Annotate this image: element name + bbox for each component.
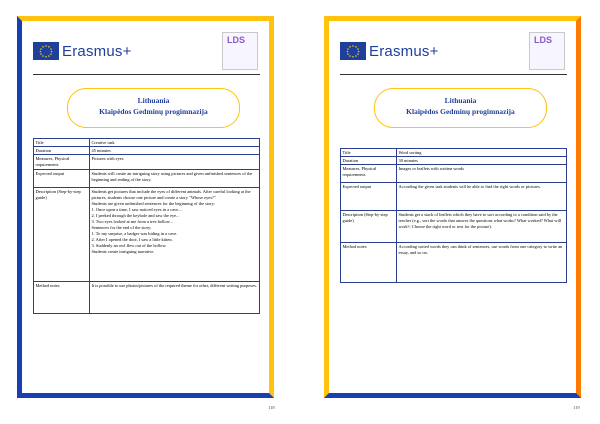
table-row [341, 165, 567, 183]
table-row [34, 170, 260, 188]
row-value: Students get a stack of leaflets which they have to sort according to a condition said by the teacher (e.g., sort the words that answer the questions what works? What worked? What will work?; Choose the right word or text for the picture). [397, 211, 567, 243]
row-label: Expected output [341, 183, 397, 211]
erasmus-logo-text: Erasmus+ [369, 43, 439, 60]
row-value: 30 minutes [397, 157, 567, 165]
school-title: Klaipėdos Gedminų progimnazija [406, 107, 515, 116]
header-divider [33, 74, 260, 75]
row-value: According sorted words they can think of sentences, use words from one category to write an essay, and so on. [397, 243, 567, 283]
lds-logo-text: LDS [534, 35, 552, 45]
row-label: Title [34, 139, 90, 147]
desc-line: Students are given unfinished sentences for the beginning of the story: [91, 200, 216, 206]
table-row [34, 282, 260, 314]
desc-line: Students get pictures that include the eyes of different animals. After careful looking at the pictures, students choose one picture and create a story "Whose eyes?" [91, 188, 251, 200]
row-label: Expected output [34, 170, 90, 188]
table-row [341, 183, 567, 211]
desc-line: 3. Suddenly an owl flew out of the hollow. [91, 242, 167, 248]
desc-line: Students create intriguing narrative. [91, 248, 155, 254]
desc-line: 3. Two eyes looked at me from a tree hollow... [91, 218, 173, 224]
lds-logo [529, 32, 565, 70]
lds-logo-text: LDS [227, 35, 245, 45]
desc-line: 2. I peeked through the keyhole and saw the eye... [91, 212, 180, 218]
row-value: 45 minutes [90, 147, 260, 155]
activity-table [33, 138, 260, 314]
page-content [334, 26, 571, 388]
page-number: 118 [268, 405, 275, 410]
row-label: Description (Step-by-step guide) [34, 188, 90, 282]
desc-line: Sentences for the end of the story: [91, 224, 152, 230]
school-title: Klaipėdos Gedminų progimnazija [99, 107, 208, 116]
row-value: Pictures with eyes [90, 155, 260, 170]
table-row [34, 139, 260, 147]
desc-line: 1. Once upon a time, I saw noticed eyes in a cave.... [91, 206, 183, 212]
row-value: Images or leaflets with written words [397, 165, 567, 183]
row-label: Duration [341, 157, 397, 165]
row-label: Title [341, 149, 397, 157]
table-row [34, 147, 260, 155]
row-label: Measures, Physical requirements [341, 165, 397, 183]
school-banner [374, 88, 547, 128]
table-row [341, 149, 567, 157]
eu-flag-icon [33, 42, 59, 60]
document-page-right [324, 16, 581, 398]
row-value: Students will create an intriguing story using pictures and given unfinished sentences of the beginning and ending of the story. [90, 170, 260, 188]
table-row [34, 155, 260, 170]
desc-line: 2. After I opened the door, I saw a little kitten. [91, 236, 173, 242]
lds-logo [222, 32, 258, 70]
row-value [90, 188, 260, 282]
row-label: Method notes [34, 282, 90, 314]
logo-row [33, 35, 258, 64]
row-value: Creative task [90, 139, 260, 147]
desc-line: 1. To my surprise, a badger was hiding in a cave. [91, 230, 178, 236]
erasmus-logo-text: Erasmus+ [62, 43, 132, 60]
page-content [27, 26, 264, 388]
row-value: Word sorting [397, 149, 567, 157]
document-page-left [17, 16, 274, 398]
activity-table [340, 148, 567, 283]
row-value: According the given task students will be able to find the right words or pictures. [397, 183, 567, 211]
row-label: Measures, Physical requirements [34, 155, 90, 170]
table-row [341, 243, 567, 283]
table-row [34, 188, 260, 282]
country-title: Lithuania [137, 96, 170, 105]
table-row [341, 211, 567, 243]
country-title: Lithuania [444, 96, 477, 105]
row-label: Description (Step-by-step guide) [341, 211, 397, 243]
logo-row [340, 35, 565, 64]
table-row [341, 157, 567, 165]
school-banner [67, 88, 240, 128]
page-number: 119 [573, 405, 580, 410]
row-value: It is possible to use photos/pictures of the required theme for other, different writing purposes. [90, 282, 260, 314]
row-label: Duration [34, 147, 90, 155]
header-divider [340, 74, 567, 75]
row-label: Method notes [341, 243, 397, 283]
eu-flag-icon [340, 42, 366, 60]
